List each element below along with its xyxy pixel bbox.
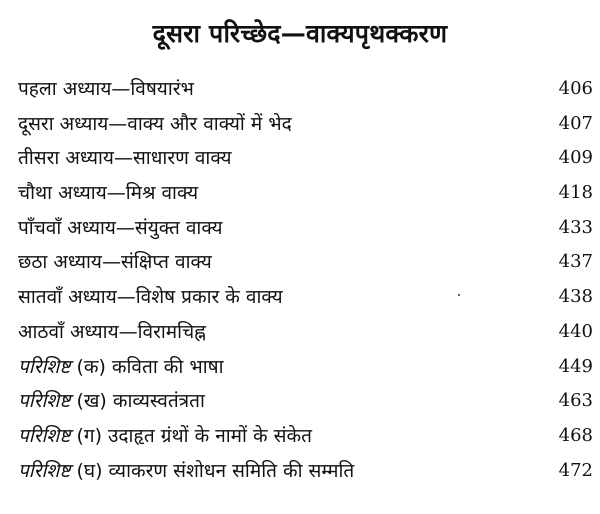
toc-entry-text: छठा अध्याय—संक्षिप्त वाक्य <box>18 251 212 274</box>
toc-entry <box>18 72 593 107</box>
toc-entry <box>18 245 593 280</box>
section-heading: दूसरा परिच्छेद—वाक्यपृथक्करण <box>152 19 448 48</box>
toc-entry-page-number: 440 <box>558 320 593 342</box>
toc-entry <box>18 141 593 176</box>
toc-entry-page-number: 449 <box>558 355 593 377</box>
toc-entry <box>18 454 593 489</box>
toc-entry <box>18 419 593 454</box>
toc-entry-text: सातवाँ अध्याय—विशेष प्रकार के वाक्य <box>18 286 283 309</box>
toc-entry-text: पाँचवाँ अध्याय—संयुक्त वाक्य <box>18 216 223 239</box>
toc-entry-text: आठवाँ अध्याय—विरामचिह्न <box>18 320 206 343</box>
toc-entry-page-number: 409 <box>558 147 593 169</box>
toc-entry-title <box>18 350 224 385</box>
toc-entry-title <box>18 107 292 142</box>
toc-entry-title <box>18 315 206 350</box>
toc-entry-text: (ग) उदाहृत ग्रंथों के नामों के संकेत <box>70 424 312 447</box>
toc-entry-text: (क) कविता की भाषा <box>70 355 224 378</box>
toc-entry-prefix: परिशिष्ट <box>18 424 71 447</box>
toc-entry-title <box>18 141 232 176</box>
toc-entry-title <box>18 176 198 211</box>
toc-entry-page-number: 406 <box>558 78 593 99</box>
toc-entry-title <box>18 454 354 489</box>
toc-entry-text: (ख) काव्यस्वतंत्रता <box>70 390 205 413</box>
toc-entry <box>18 211 593 246</box>
toc-entry <box>18 384 593 419</box>
toc-entry-text: चौथा अध्याय—मिश्र वाक्य <box>18 182 199 205</box>
toc-entry-page-number: 463 <box>558 390 593 412</box>
toc-entry-title <box>18 419 312 454</box>
toc-entry <box>18 280 593 315</box>
toc-entry-prefix: परिशिष्ट <box>18 355 71 378</box>
toc-entry-page-number: 433 <box>558 216 593 238</box>
toc-entry-page-number: 407 <box>558 112 593 134</box>
toc-entry-page-number: 438 <box>558 286 593 308</box>
toc-entry-page-number: 418 <box>558 182 593 204</box>
toc-entry <box>18 176 593 211</box>
toc-entry-prefix: परिशिष्ट <box>18 390 71 413</box>
toc-entry-text: पहला अध्याय—विषयारंभ <box>18 78 194 100</box>
toc-entry <box>18 350 593 385</box>
toc-entry-text: तीसरा अध्याय—साधारण वाक्य <box>18 147 232 170</box>
toc-entry-page-number: 468 <box>558 424 593 446</box>
table-of-contents <box>18 72 593 488</box>
toc-entry-title <box>18 72 194 107</box>
toc-entry-title <box>18 245 212 280</box>
print-speck <box>458 294 460 296</box>
toc-entry <box>18 315 593 350</box>
toc-entry-title <box>18 280 283 315</box>
toc-entry-page-number: 437 <box>558 251 593 273</box>
toc-entry-text: (घ) व्याकरण संशोधन समिति की सम्मति <box>70 459 355 482</box>
toc-entry-text: दूसरा अध्याय—वाक्य और वाक्यों में भेद <box>18 112 292 135</box>
toc-entry-page-number: 472 <box>558 459 593 481</box>
toc-entry-title <box>18 384 205 419</box>
toc-entry-title <box>18 211 223 246</box>
toc-entry <box>18 107 593 142</box>
toc-entry-prefix: परिशिष्ट <box>18 459 71 482</box>
